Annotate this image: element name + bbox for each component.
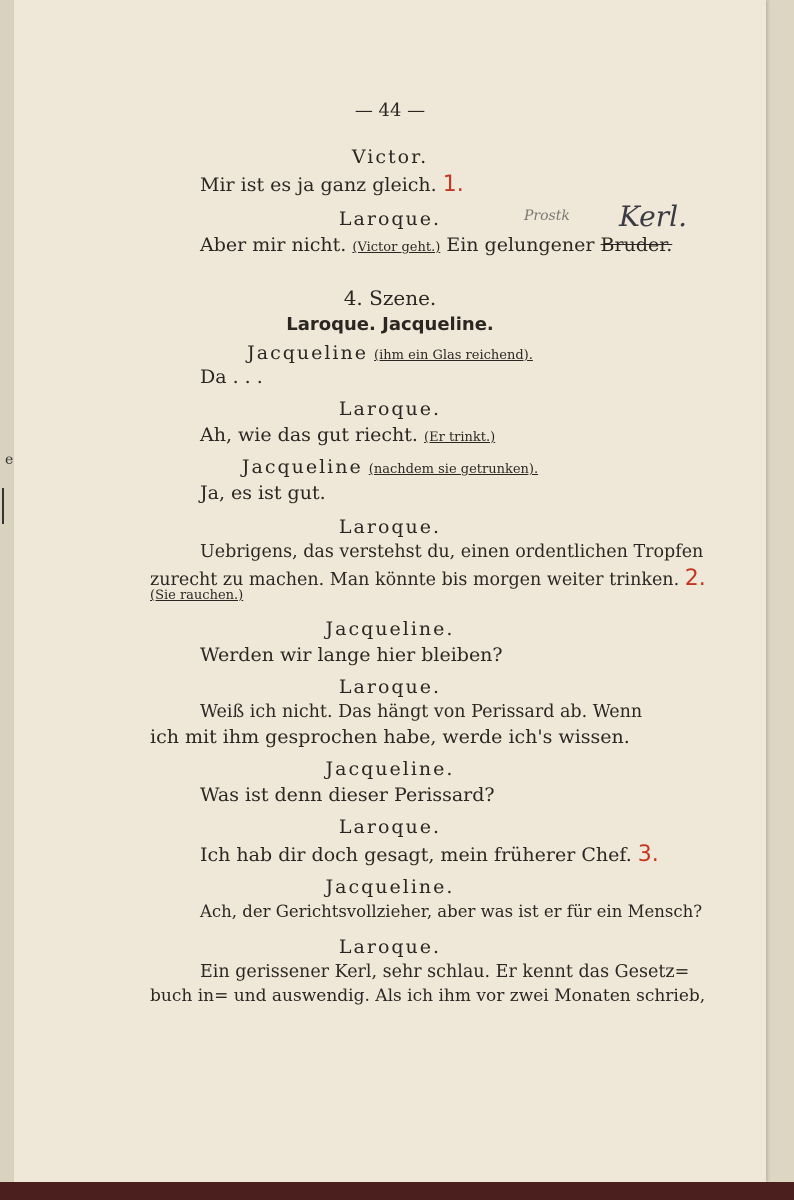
red-annotation-1: 1.	[442, 172, 464, 197]
dialogue-line: Ich hab dir doch gesagt, mein früherer Chef. 3.	[200, 842, 659, 867]
dialogue-line: Ah, wie das gut riecht. (Er trinkt.)	[200, 424, 496, 446]
speaker-victor: Victor.	[351, 146, 429, 168]
stage-direction: (Sie rauchen.)	[150, 588, 244, 603]
stage-direction: (ihm ein Glas reichend).	[374, 348, 533, 363]
speaker-laroque: Laroque.	[338, 936, 442, 958]
page-number: — 44 —	[354, 100, 426, 121]
scene-heading: 4. Szene.	[343, 286, 437, 310]
speaker-laroque: Laroque.	[338, 516, 442, 538]
speaker-jacqueline: Jacqueline.	[325, 876, 455, 898]
speaker-laroque: Laroque.	[338, 208, 442, 230]
dialogue-line: Ach, der Gerichtsvollzieher, aber was ist er für ein Mensch?	[200, 902, 703, 921]
dialogue-line: Ja, es ist gut.	[200, 482, 326, 504]
stage-direction: (Victor geht.)	[352, 240, 441, 255]
dialogue-line: buch in= und auswendig. Als ich ihm vor zwei Monaten schrieb,	[150, 986, 706, 1006]
dialogue-line: zurecht zu machen. Man könnte bis morgen weiter trinken. 2.	[150, 566, 706, 591]
margin-bracket-mark	[2, 488, 10, 524]
dialogue-line: ich mit ihm gesprochen habe, werde ich's wissen.	[150, 726, 630, 748]
handwritten-correction: Kerl.	[619, 200, 687, 233]
book-page	[14, 0, 766, 1182]
speaker-jacqueline: Jacqueline.	[325, 758, 455, 780]
dialogue-line: Ein gerissener Kerl, sehr schlau. Er kennt das Gesetz=	[200, 962, 690, 982]
speaker-laroque: Laroque.	[338, 398, 442, 420]
struck-word: Bruder.	[600, 234, 673, 256]
stage-direction: (nachdem sie getrunken).	[368, 462, 539, 477]
speaker-laroque: Laroque.	[338, 816, 442, 838]
dialogue-line: Aber mir nicht. (Victor geht.) Ein gelungener Bruder.	[200, 234, 673, 256]
speaker-with-direction: Jacqueline (nachdem sie getrunken).	[241, 456, 539, 478]
speaker-with-direction: Jacqueline (ihm ein Glas reichend).	[247, 342, 533, 364]
speaker-jacqueline: Jacqueline.	[325, 618, 455, 640]
scene-characters: Laroque. Jacqueline.	[286, 314, 494, 335]
dialogue-line: Werden wir lange hier bleiben?	[200, 644, 503, 666]
dialogue-line: Da . . .	[200, 366, 263, 388]
dialogue-line: Was ist denn dieser Perissard?	[200, 784, 495, 806]
margin-letter-mark: e	[5, 452, 14, 468]
red-annotation-3: 3.	[637, 842, 659, 867]
speaker-laroque: Laroque.	[338, 676, 442, 698]
stage-direction: (Er trinkt.)	[424, 430, 496, 445]
binding-edge	[0, 1182, 794, 1200]
red-annotation-2: 2.	[684, 566, 706, 591]
pencil-annotation: Prostk	[524, 208, 570, 224]
dialogue-line: Mir ist es ja ganz gleich. 1.	[200, 172, 464, 197]
dialogue-line: Weiß ich nicht. Das hängt von Perissard ab. Wenn	[200, 702, 643, 722]
dialogue-line: Uebrigens, das verstehst du, einen ordentlichen Tropfen	[200, 542, 704, 562]
